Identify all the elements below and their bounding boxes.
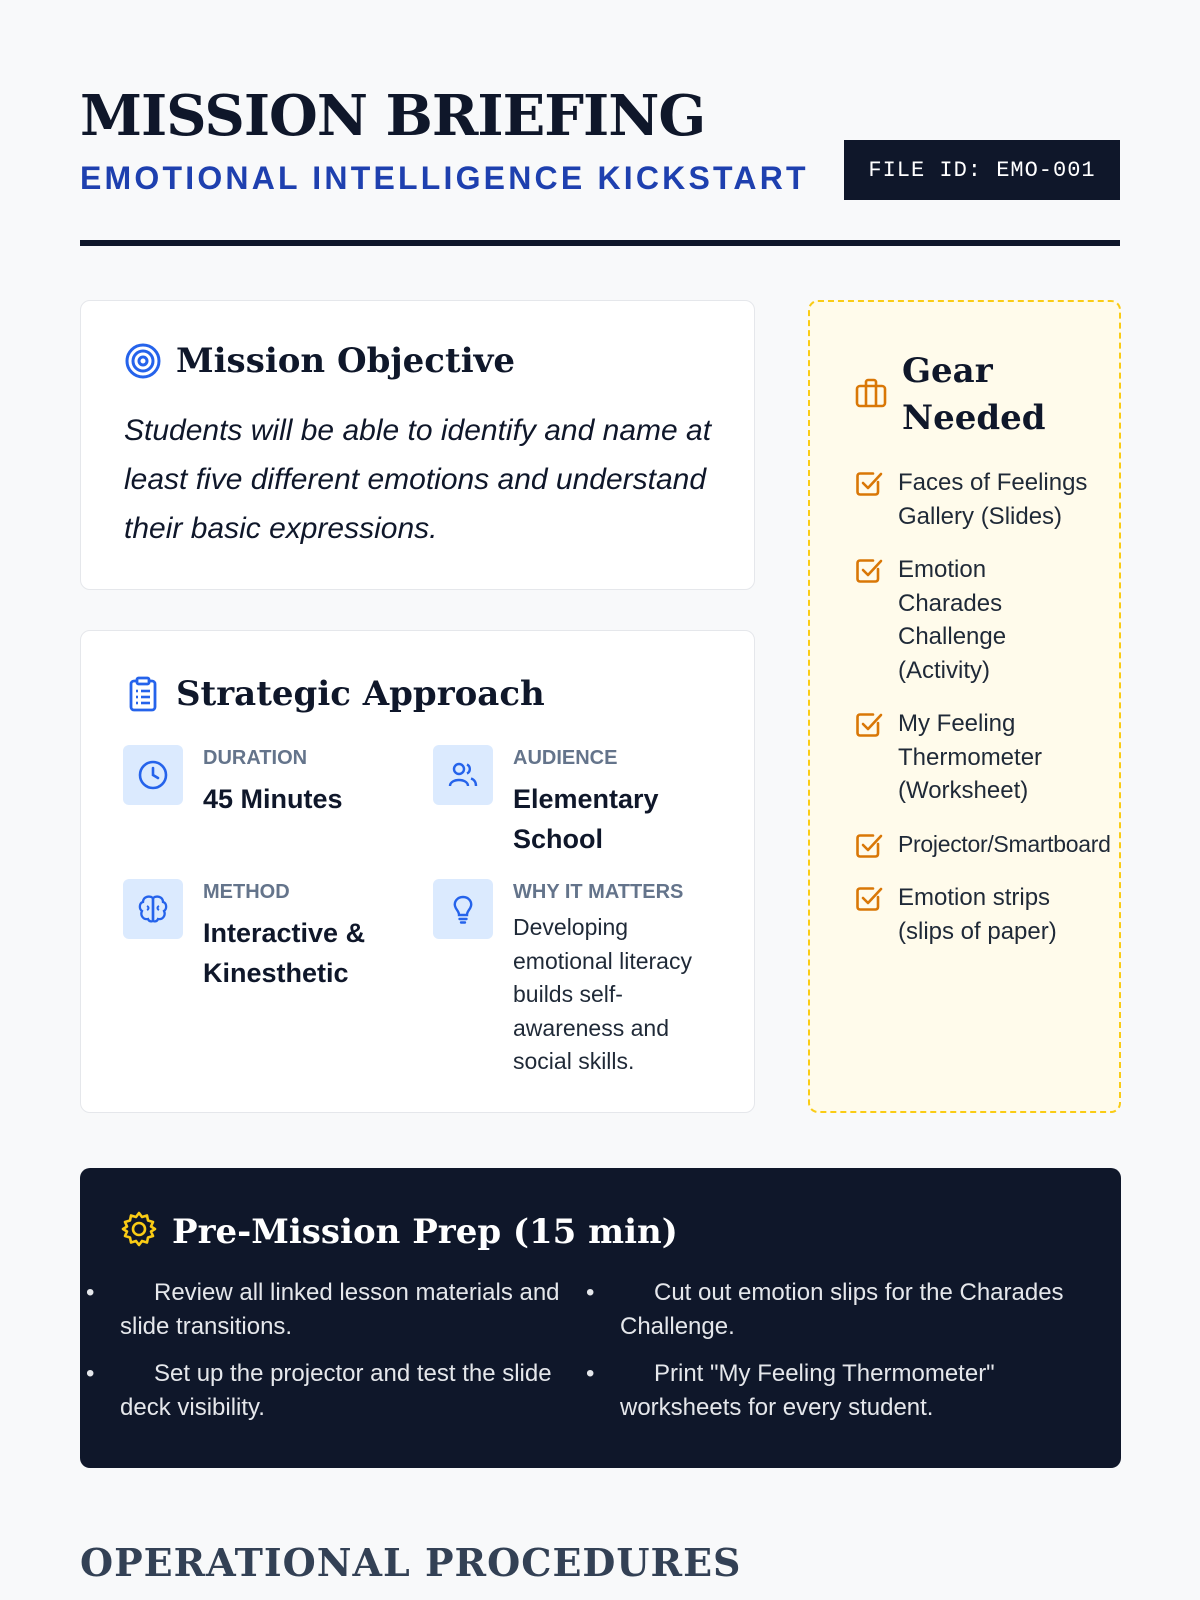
gear-item-label: My Feeling Thermometer (Worksheet) <box>898 710 1043 804</box>
gear-needed-title: Gear Needed <box>902 351 1046 438</box>
duration-value: 45 Minutes <box>203 784 343 814</box>
strategic-approach-title: Strategic Approach <box>176 674 545 714</box>
target-icon <box>124 342 162 380</box>
mission-objective-heading <box>124 341 515 381</box>
prep-item: • Cut out emotion slips for the Charades Challenge. <box>620 1276 1085 1343</box>
audience-value: Elementary School <box>513 784 659 854</box>
clipboard-icon <box>124 675 162 713</box>
checkbox-checked-icon <box>854 830 884 860</box>
checkbox-checked-icon <box>854 468 884 498</box>
prep-item: • Review all linked lesson materials and slide transitions. <box>120 1276 585 1343</box>
briefing-header <box>80 84 1120 246</box>
gear-needed-heading <box>854 348 1052 442</box>
gear-item-label: Projector/Smartboard <box>898 830 1111 857</box>
checkbox-checked-icon <box>854 883 884 913</box>
prep-item: • Set up the projector and test the slide deck visibility. <box>120 1357 585 1424</box>
gear-item-label: Faces of Feelings Gallery (Slides) <box>898 469 1088 530</box>
page-subtitle: EMOTIONAL INTELLIGENCE KICKSTART <box>80 160 809 196</box>
mission-objective-title: Mission Objective <box>176 341 516 381</box>
gear-item <box>854 828 1154 862</box>
gear-cog-icon <box>120 1210 158 1253</box>
pre-mission-prep-heading <box>120 1210 678 1253</box>
mission-objective-text: Students will be able to identify and name at least five different emotions and understand their basic expressions. <box>124 414 712 545</box>
gear-item <box>854 553 1154 687</box>
method-label: METHOD <box>203 881 290 903</box>
gear-item <box>854 881 1154 948</box>
why-it-matters-label: WHY IT MATTERS <box>513 881 684 903</box>
briefcase-icon <box>854 376 888 415</box>
prep-item: • Print "My Feeling Thermometer" worksheets for every student. <box>620 1357 1085 1424</box>
prep-list-right <box>620 1276 1085 1438</box>
gear-item-label: Emotion Charades Challenge (Activity) <box>898 556 1007 684</box>
method-value: Interactive & Kinesthetic <box>203 918 366 988</box>
duration-label: DURATION <box>203 747 308 769</box>
pre-mission-prep-title: Pre-Mission Prep (15 min) <box>172 1211 678 1252</box>
brain-icon <box>123 879 183 939</box>
strategic-approach-card <box>80 630 755 1113</box>
mission-objective-card <box>80 300 755 590</box>
gear-list <box>854 466 1154 968</box>
gear-item <box>854 707 1154 808</box>
lightbulb-icon <box>433 879 493 939</box>
checkbox-checked-icon <box>854 555 884 585</box>
audience-label: AUDIENCE <box>513 747 618 769</box>
gear-item-label: Emotion strips (slips of paper) <box>898 884 1057 945</box>
checkbox-checked-icon <box>854 709 884 739</box>
users-icon <box>433 745 493 805</box>
why-it-matters-value: Developing emotional literacy builds self-awareness and social skills. <box>513 914 692 1074</box>
clock-icon <box>123 745 183 805</box>
page-title: MISSION BRIEFING <box>80 83 706 149</box>
gear-needed-card <box>808 300 1121 1113</box>
gear-item <box>854 466 1154 533</box>
strategic-approach-heading <box>124 674 545 714</box>
file-id-badge: FILE ID: EMO-001 <box>844 140 1120 200</box>
prep-list-left <box>120 1276 585 1438</box>
pre-mission-prep-panel <box>80 1168 1121 1468</box>
header-divider <box>80 240 1120 246</box>
operational-procedures-heading: OPERATIONAL PROCEDURES <box>80 1540 742 1585</box>
